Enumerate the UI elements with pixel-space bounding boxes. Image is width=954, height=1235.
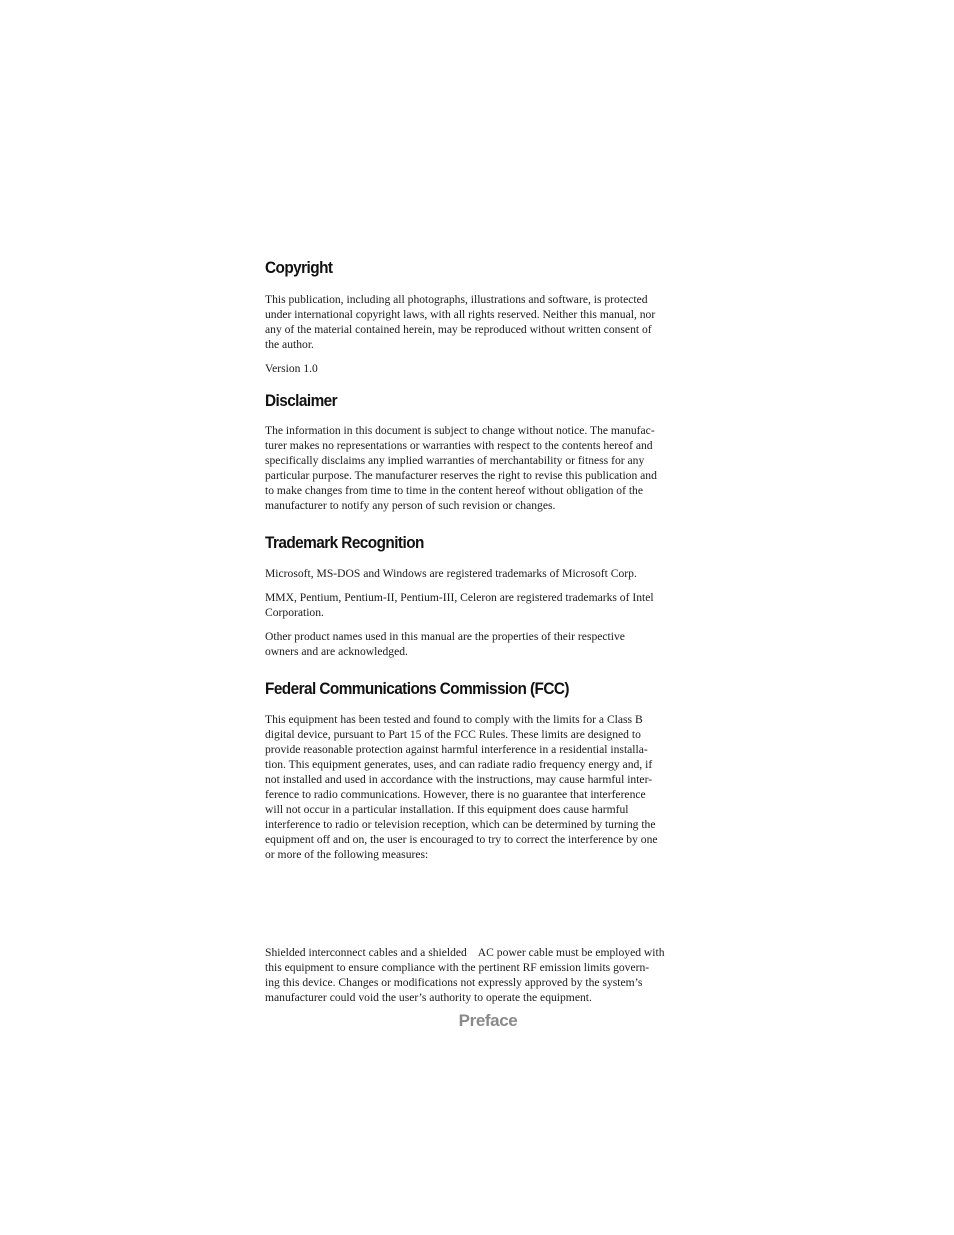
section-footer-label: Preface xyxy=(458,1011,518,1030)
copyright-line: This publication, including all photographs, illustrations and software, is protected xyxy=(265,293,648,306)
trademark-paragraph-2 xyxy=(265,590,705,620)
disclaimer-line: specifically disclaims any implied warranties of merchantability or fitness for any xyxy=(265,454,645,467)
fcc-line: digital device, pursuant to Part 15 of the FCC Rules. These limits are designed to xyxy=(265,728,641,741)
fcc-line: will not occur in a particular installation. If this equipment does cause harmful xyxy=(265,803,629,816)
trademark-line: Other product names used in this manual are the properties of their respective xyxy=(265,630,625,643)
fcc-line: interference to radio or television reception, which can be determined by turning the xyxy=(265,818,656,831)
disclaimer-paragraph xyxy=(265,423,705,513)
disclaimer-line: manufacturer to notify any person of such revision or changes. xyxy=(265,499,556,512)
disclaimer-line: to make changes from time to time in the content hereof without obligation of the xyxy=(265,484,643,497)
fcc-line: This equipment has been tested and found to comply with the limits for a Class B xyxy=(265,713,643,726)
shielded-line: ing this device. Changes or modifications not expressly approved by the system’s xyxy=(265,976,643,989)
trademark-paragraph-1 xyxy=(265,566,705,581)
trademark-line: Corporation. xyxy=(265,606,324,619)
copyright-line: the author. xyxy=(265,338,314,351)
trademark-heading: Trademark Recognition xyxy=(265,534,424,552)
disclaimer-line: turer makes no representations or warranties with respect to the contents hereof and xyxy=(265,439,653,452)
shielded-line: manufacturer could void the user’s authority to operate the equipment. xyxy=(265,991,592,1004)
trademark-paragraph-3 xyxy=(265,629,705,659)
fcc-line: ference to radio communications. However, there is no guarantee that interference xyxy=(265,788,646,801)
copyright-line: any of the material contained herein, may be reproduced without written consent of xyxy=(265,323,652,336)
disclaimer-heading: Disclaimer xyxy=(265,392,338,410)
fcc-line: provide reasonable protection against harmful interference in a residential installa- xyxy=(265,743,648,756)
shielded-line: Shielded interconnect cables and a shielded AC power cable must be employed with xyxy=(265,946,665,959)
fcc-paragraph xyxy=(265,712,705,862)
disclaimer-line: particular purpose. The manufacturer reserves the right to revise this publication and xyxy=(265,469,657,482)
trademark-line: owners and are acknowledged. xyxy=(265,645,408,658)
fcc-heading: Federal Communications Commission (FCC) xyxy=(265,680,569,698)
version-text xyxy=(265,361,705,376)
shielded-cable-paragraph xyxy=(265,945,705,1005)
trademark-line: Microsoft, MS-DOS and Windows are registered trademarks of Microsoft Corp. xyxy=(265,567,637,580)
fcc-line: or more of the following measures: xyxy=(265,848,429,861)
fcc-line: equipment off and on, the user is encouraged to try to correct the interference by one xyxy=(265,833,658,846)
copyright-line: under international copyright laws, with all rights reserved. Neither this manual, nor xyxy=(265,308,656,321)
fcc-line: not installed and used in accordance with the instructions, may cause harmful inter- xyxy=(265,773,653,786)
shielded-line: this equipment to ensure compliance with the pertinent RF emission limits govern- xyxy=(265,961,650,974)
disclaimer-line: The information in this document is subject to change without notice. The manufac- xyxy=(265,424,655,437)
version-label: Version 1.0 xyxy=(265,362,318,375)
copyright-heading: Copyright xyxy=(265,259,333,277)
trademark-line: MMX, Pentium, Pentium-II, Pentium-III, Celeron are registered trademarks of Intel xyxy=(265,591,654,604)
copyright-paragraph xyxy=(265,292,705,352)
fcc-line: tion. This equipment generates, uses, and can radiate radio frequency energy and, if xyxy=(265,758,653,771)
